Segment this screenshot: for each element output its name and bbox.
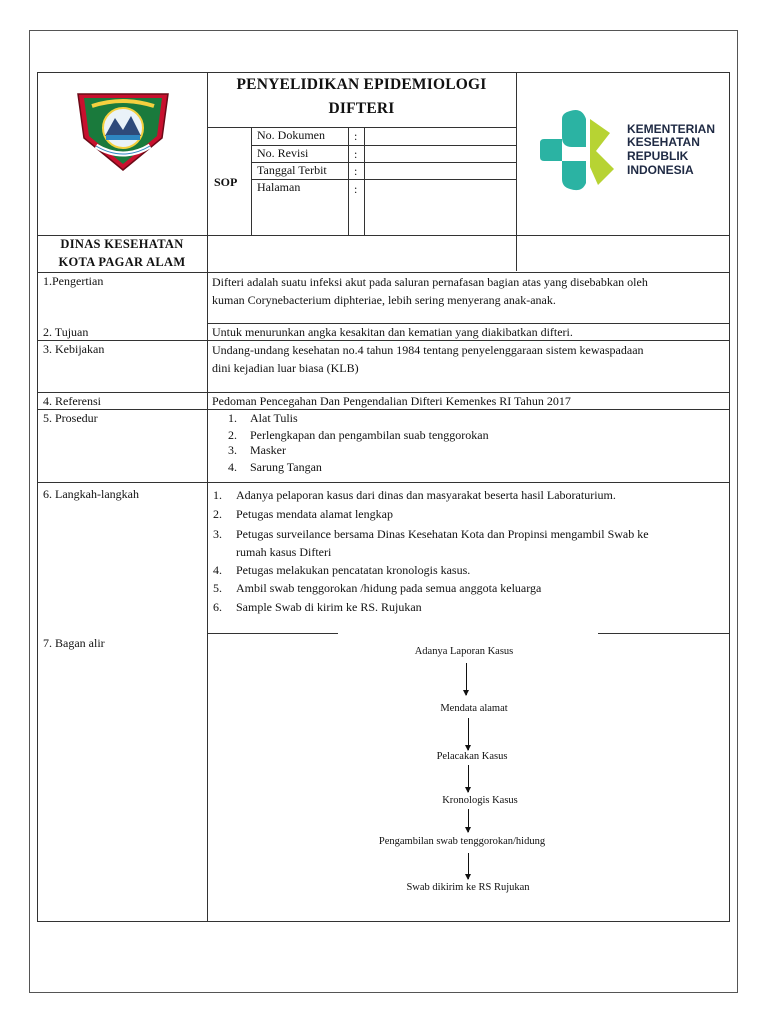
section-label-referensi: 4. Referensi xyxy=(43,394,101,408)
pengertian-text-line2: kuman Corynebacterium diphteriae, lebih sering menyerang anak-anak. xyxy=(212,293,556,307)
flow-arrow xyxy=(468,718,469,750)
section-label-pengertian: 1.Pengertian xyxy=(43,274,104,288)
list-item-text: Petugas mendata alamat lengkap xyxy=(236,507,393,521)
field-sep: : xyxy=(354,129,358,143)
field-sep: : xyxy=(354,182,358,196)
section-label-kebijakan: 3. Kebijakan xyxy=(43,342,105,356)
list-item-number: 4. xyxy=(213,563,222,577)
section-label-prosedur: 5. Prosedur xyxy=(43,411,98,425)
section-label-bagan-alir: 7. Bagan alir xyxy=(43,636,105,650)
flow-arrow xyxy=(468,809,469,832)
referensi-text: Pedoman Pencegahan Dan Pengendalian Difteri Kemenkes RI Tahun 2017 xyxy=(212,394,571,408)
flow-arrow xyxy=(468,765,469,792)
list-item-number: 2. xyxy=(228,428,237,442)
flow-step: Mendata alamat xyxy=(440,703,508,714)
section-label-langkah: 6. Langkah-langkah xyxy=(43,487,139,501)
document-title-line2: DIFTERI xyxy=(328,100,395,117)
list-item-text: Petugas melakukan pencatatan kronologis kasus. xyxy=(236,563,471,577)
tujuan-text: Untuk menurunkan angka kesakitan dan kematian yang diakibatkan difteri. xyxy=(212,325,573,339)
kemenkes-line-3: REPUBLIK xyxy=(627,149,689,163)
list-item-number: 2. xyxy=(213,507,222,521)
field-sep: : xyxy=(354,147,358,161)
flow-step: Pengambilan swab tenggorokan/hidung xyxy=(378,836,546,847)
field-label-no-revisi: No. Revisi xyxy=(257,146,309,160)
flow-step: Swab dikirim ke RS Rujukan xyxy=(406,882,530,893)
list-item-text: Alat Tulis xyxy=(250,411,298,425)
list-item-text: Masker xyxy=(250,443,286,457)
flow-step: Adanya Laporan Kasus xyxy=(414,646,514,657)
list-item-text: Ambil swab tenggorokan /hidung pada semua anggota keluarga xyxy=(236,581,542,595)
list-item-number: 3. xyxy=(228,443,237,457)
list-item-number: 3. xyxy=(213,527,222,541)
field-label-tanggal-terbit: Tanggal Terbit xyxy=(257,163,327,177)
dinas-label-line1: DINAS KESEHATAN xyxy=(60,237,184,251)
pengertian-text-line1: Difteri adalah suatu infeksi akut pada saluran pernafasan bagian atas yang disebabkan oleh xyxy=(212,275,648,289)
list-item-text: Petugas surveilance bersama Dinas Kesehatan Kota dan Propinsi mengambil Swab ke xyxy=(236,527,649,541)
list-item-number: 1. xyxy=(213,488,222,502)
kemenkes-line-1: KEMENTERIAN xyxy=(627,122,716,136)
field-sep: : xyxy=(354,164,358,178)
sop-label: SOP xyxy=(214,175,238,189)
flow-step: Kronologis Kasus xyxy=(442,795,518,806)
kemenkes-line-4: INDONESIA xyxy=(627,163,694,177)
list-item-number: 6. xyxy=(213,600,222,614)
field-label-halaman: Halaman xyxy=(257,180,301,194)
kemenkes-logo-icon xyxy=(540,107,618,193)
list-item-text-cont: rumah kasus Difteri xyxy=(236,545,332,559)
pagar-alam-crest-logo xyxy=(74,86,172,172)
list-item-text: Perlengkapan dan pengambilan suab tenggorokan xyxy=(250,428,489,442)
flow-arrow xyxy=(466,663,467,695)
kebijakan-text-line1: Undang-undang kesehatan no.4 tahun 1984 tentang penyelenggaraan sistem kewaspadaan xyxy=(212,343,644,357)
list-item-text: Sample Swab di kirim ke RS. Rujukan xyxy=(236,600,422,614)
document-title-line1: PENYELIDIKAN EPIDEMIOLOGI xyxy=(236,76,487,93)
list-item-number: 4. xyxy=(228,460,237,474)
kemenkes-line-2: KESEHATAN xyxy=(627,135,700,149)
list-item-number: 5. xyxy=(213,581,222,595)
dinas-label-line2: KOTA PAGAR ALAM xyxy=(58,255,186,269)
flow-arrow xyxy=(468,853,469,879)
section-label-tujuan: 2. Tujuan xyxy=(43,325,89,339)
list-item-text: Adanya pelaporan kasus dari dinas dan masyarakat beserta hasil Laboraturium. xyxy=(236,488,616,502)
kebijakan-text-line2: dini kejadian luar biasa (KLB) xyxy=(212,361,359,375)
list-item-number: 1. xyxy=(228,411,237,425)
field-label-no-dokumen: No. Dokumen xyxy=(257,128,325,142)
list-item-text: Sarung Tangan xyxy=(250,460,322,474)
flow-step: Pelacakan Kasus xyxy=(436,751,508,762)
